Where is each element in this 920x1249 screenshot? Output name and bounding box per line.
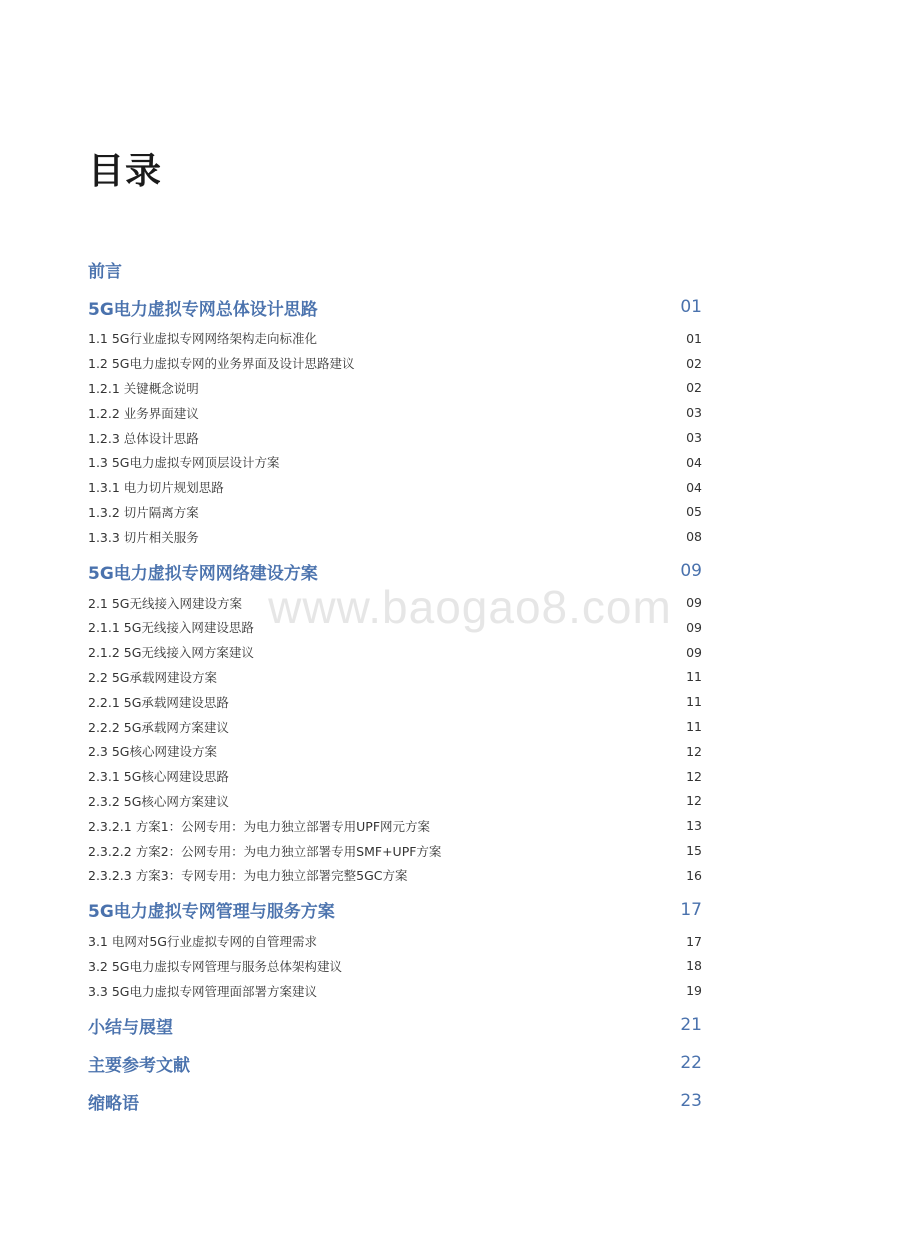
toc-entry-page-number: 12 [686, 768, 702, 784]
toc-entry-page-number: 13 [686, 818, 702, 834]
toc-section-entry[interactable] [88, 863, 702, 888]
toc-section-entry[interactable] [88, 475, 702, 500]
toc-section-entry[interactable] [88, 615, 702, 640]
toc-entry-label: 2.3.2.3 方案3：专网专用：为电力独立部署完整5GC方案 [88, 868, 408, 884]
toc-chapter-entry[interactable] [88, 552, 702, 590]
toc-entry-label: 主要参考文献 [88, 1055, 190, 1076]
toc-entry-label: 2.2.2 5G承载网方案建议 [88, 719, 229, 735]
toc-entry-page-number: 16 [686, 867, 702, 883]
toc-entry-page-number: 12 [686, 793, 702, 809]
toc-chapter-entry[interactable] [88, 1006, 702, 1044]
toc-entry-label: 2.3.2.2 方案2：公网专用：为电力独立部署专用SMF+UPF方案 [88, 843, 442, 859]
toc-section-entry[interactable] [88, 640, 702, 665]
toc-entry-page-number: 09 [680, 561, 702, 582]
toc-entry-label: 1.2.2 业务界面建议 [88, 405, 199, 421]
toc-section-entry[interactable] [88, 689, 702, 714]
toc-entry-page-number: 04 [686, 454, 702, 470]
toc-entry-label: 5G电力虚拟专网网络建设方案 [88, 563, 318, 584]
toc-entry-label: 3.3 5G电力虚拟专网管理面部署方案建议 [88, 983, 317, 999]
toc-entry-label: 5G电力虚拟专网管理与服务方案 [88, 902, 335, 923]
toc-section-entry[interactable] [88, 813, 702, 838]
toc-section-entry[interactable] [88, 978, 702, 1003]
toc-entry-label: 2.3.1 5G核心网建设思路 [88, 769, 229, 785]
toc-entry-label: 1.2.3 总体设计思路 [88, 430, 199, 446]
toc-entry-page-number: 11 [686, 719, 702, 735]
toc-entry-label: 3.1 电网对5G行业虚拟专网的自管理需求 [88, 934, 317, 950]
toc-section-entry[interactable] [88, 400, 702, 425]
toc-section-entry[interactable] [88, 665, 702, 690]
toc-chapter-entry[interactable] [88, 250, 702, 288]
toc-section-entry[interactable] [88, 590, 702, 615]
toc-entry-page-number: 01 [680, 297, 702, 317]
toc-section-entry[interactable] [88, 929, 702, 954]
toc-entry-label: 2.2.1 5G承载网建设思路 [88, 694, 229, 710]
toc-entry-page-number: 03 [686, 430, 702, 446]
toc-entry-label: 2.3 5G核心网建设方案 [88, 744, 217, 760]
toc-entry-page-number: 04 [686, 479, 702, 495]
toc-entry-page-number: 23 [680, 1091, 702, 1112]
toc-section-entry[interactable] [88, 425, 702, 450]
toc-section-entry[interactable] [88, 838, 702, 863]
toc-entry-label: 2.1 5G无线接入网建设方案 [88, 595, 242, 611]
toc-chapter-entry[interactable] [88, 1082, 702, 1120]
toc-section-entry[interactable] [88, 789, 702, 814]
toc-entry-page-number: 05 [686, 504, 702, 520]
toc-entry-page-number: 01 [686, 330, 702, 346]
toc-section-entry[interactable] [88, 500, 702, 525]
toc-entry-page-number: 15 [686, 843, 702, 859]
toc-entry-page-number: 11 [686, 694, 702, 710]
toc-entry-page-number: 17 [686, 933, 702, 949]
toc-entry-label: 1.2.1 关键概念说明 [88, 380, 199, 396]
toc-entry-page-number: 09 [686, 644, 702, 660]
toc-section-entry[interactable] [88, 714, 702, 739]
toc-entry-page-number: 18 [686, 958, 702, 974]
toc-entry-label: 1.2 5G电力虚拟专网的业务界面及设计思路建议 [88, 356, 355, 372]
toc-entry-label: 1.3.3 切片相关服务 [88, 529, 199, 545]
table-of-contents [88, 250, 702, 1120]
toc-section-entry[interactable] [88, 326, 702, 351]
page-title: 目录 [88, 151, 163, 192]
toc-entry-label: 2.2 5G承载网建设方案 [88, 669, 217, 685]
toc-entry-label: 2.1.2 5G无线接入网方案建议 [88, 645, 254, 661]
toc-entry-label: 1.3.1 电力切片规划思路 [88, 480, 224, 496]
toc-entry-page-number: 17 [680, 899, 702, 920]
toc-entry-page-number: 21 [680, 1015, 702, 1036]
toc-entry-label: 1.1 5G行业虚拟专网网络架构走向标准化 [88, 331, 317, 347]
toc-section-entry[interactable] [88, 351, 702, 376]
toc-entry-label: 2.1.1 5G无线接入网建设思路 [88, 620, 254, 636]
toc-entry-page-number: 08 [686, 529, 702, 545]
toc-entry-label: 前言 [88, 261, 122, 282]
toc-section-entry[interactable] [88, 764, 702, 789]
toc-section-entry[interactable] [88, 739, 702, 764]
toc-entry-page-number: 02 [686, 380, 702, 396]
toc-entry-page-number: 12 [686, 743, 702, 759]
toc-entry-label: 1.3 5G电力虚拟专网顶层设计方案 [88, 455, 280, 471]
watermark: www.baogao8.com [268, 581, 672, 633]
toc-chapter-entry[interactable] [88, 891, 702, 929]
toc-entry-page-number: 22 [680, 1053, 702, 1074]
toc-entry-page-number: 09 [686, 595, 702, 611]
toc-section-entry[interactable] [88, 450, 702, 475]
toc-chapter-entry[interactable] [88, 288, 702, 326]
toc-entry-page-number: 11 [686, 669, 702, 685]
toc-section-entry[interactable] [88, 954, 702, 979]
toc-entry-label: 缩略语 [88, 1093, 139, 1114]
toc-entry-label: 2.3.2.1 方案1：公网专用：为电力独立部署专用UPF网元方案 [88, 818, 431, 834]
toc-entry-label: 小结与展望 [88, 1017, 173, 1038]
toc-entry-page-number: 19 [686, 983, 702, 999]
toc-section-entry[interactable] [88, 524, 702, 549]
toc-entry-label: 2.3.2 5G核心网方案建议 [88, 793, 229, 809]
toc-entry-label: 3.2 5G电力虚拟专网管理与服务总体架构建议 [88, 958, 342, 974]
toc-section-entry[interactable] [88, 376, 702, 401]
toc-entry-page-number: 02 [686, 355, 702, 371]
toc-entry-page-number: 03 [686, 405, 702, 421]
toc-entry-label: 5G电力虚拟专网总体设计思路 [88, 299, 318, 320]
toc-chapter-entry[interactable] [88, 1044, 702, 1082]
toc-entry-label: 1.3.2 切片隔离方案 [88, 504, 199, 520]
toc-entry-page-number: 09 [686, 619, 702, 635]
